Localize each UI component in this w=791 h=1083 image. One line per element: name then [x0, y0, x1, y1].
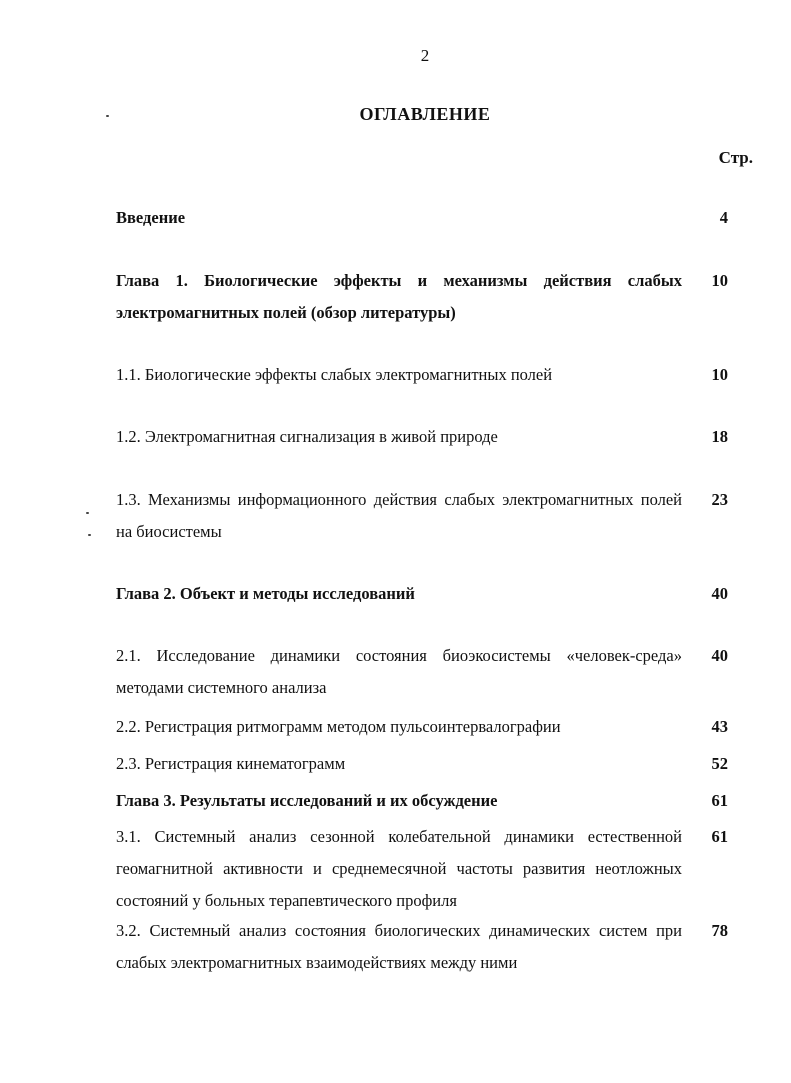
toc-entry-1-3 [116, 484, 728, 548]
toc-entry-1-1 [116, 359, 728, 391]
toc-entry-text: Введение [116, 208, 186, 227]
toc-entry-text: 2.3. Регистрация кинематограмм [116, 754, 346, 773]
toc-entry-page: 18 [711, 427, 728, 446]
toc-entry-2-1 [116, 640, 728, 704]
toc-entry-chapter-2 [116, 578, 728, 610]
toc-entry-page: 43 [711, 717, 728, 736]
scan-speck [88, 534, 91, 536]
toc-entry-page: 23 [711, 490, 728, 509]
toc-entry-page: 61 [711, 791, 728, 810]
toc-entry-text: 3.1. Системный анализ сезонной колебательной динамики естественной геомагнитной активности и среднемесячной частоты развития неотложных состояний у больных терапевтического профиля [116, 827, 682, 910]
toc-entry-page: 78 [711, 921, 728, 940]
toc-entry-introduction [116, 202, 728, 234]
toc-entry-text: Глава 2. Объект и методы исследований [116, 584, 415, 603]
toc-entry-2-2 [116, 711, 728, 743]
toc-entry-chapter-1 [116, 265, 728, 329]
toc-entry-3-2 [116, 915, 728, 979]
toc-entry-text: 2.1. Исследование динамики состояния биоэкосистемы «человек-среда» методами системного анализа [116, 646, 682, 697]
toc-entry-page: 10 [711, 365, 728, 384]
scan-speck [86, 512, 89, 514]
toc-entry-page: 40 [711, 646, 728, 665]
toc-entry-text: 1.1. Биологические эффекты слабых электромагнитных полей [116, 365, 553, 384]
toc-entry-page: 4 [719, 208, 728, 227]
toc-entry-text: Глава 3. Результаты исследований и их обсуждение [116, 791, 498, 810]
page-number: 2 [420, 46, 430, 65]
toc-entry-page: 40 [711, 584, 728, 603]
toc-entry-text: 2.2. Регистрация ритмограмм методом пульсоинтервалографии [116, 717, 561, 736]
toc-entry-3-1 [116, 821, 728, 917]
toc-entry-chapter-3 [116, 785, 728, 817]
toc-entry-2-3 [116, 748, 728, 780]
toc-title: ОГЛАВЛЕНИЕ [359, 104, 491, 124]
toc-entry-page: 61 [711, 827, 728, 846]
toc-entry-page: 10 [711, 271, 728, 290]
page-column-label: Стр. [718, 148, 753, 167]
toc-entry-text: Глава 1. Биологические эффекты и механизмы действия слабых электромагнитных полей (обзор литературы) [116, 271, 682, 322]
toc-entry-page: 52 [711, 754, 728, 773]
toc-entry-text: 1.2. Электромагнитная сигнализация в живой природе [116, 427, 498, 446]
toc-entry-text: 3.2. Системный анализ состояния биологических динамических систем при слабых электромагнитных взаимодействиях между ними [116, 921, 682, 972]
scan-speck [106, 115, 109, 117]
toc-entry-text: 1.3. Механизмы информационного действия слабых электромагнитных полей на биосистемы [116, 490, 682, 541]
toc-entry-1-2 [116, 421, 728, 453]
